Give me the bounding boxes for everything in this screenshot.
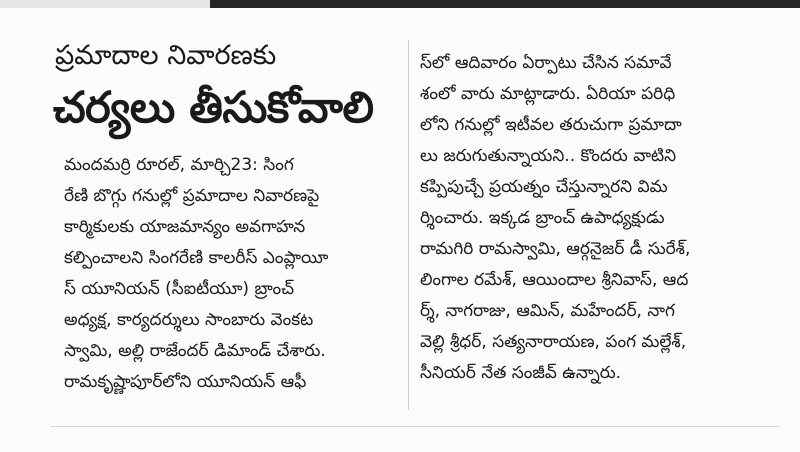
- body-line: లోని గనుల్లో ఇటీవల తరుచుగా ప్రమాదా: [420, 115, 682, 135]
- article-headline: చర్యలు తీసుకోవాలి: [53, 83, 374, 133]
- body-line: రామకృష్ణాపూర్‌లోని యూనియన్ ఆఫీ: [64, 372, 307, 392]
- body-line: మందమర్రి రూరల్, మార్చి23: సింగ: [64, 155, 294, 175]
- body-line: స్ యూనియన్ (సీఐటీయూ) బ్రాంచ్: [64, 279, 295, 299]
- column-divider: [408, 40, 409, 410]
- article-body-left-column: [64, 150, 397, 398]
- body-line: స్‌లో ఆదివారం ఏర్పాటు చేసిన సమావే: [420, 53, 672, 73]
- body-line: కార్మికులకు యాజమాన్యం అవగాహన: [64, 217, 306, 237]
- body-line: కల్పించాలని సింగరేణి కాలరీస్ ఎంప్లాయీ: [64, 248, 329, 268]
- body-line: రేణి బొగ్గు గనుల్లో ప్రమాదాల నివారణపై: [64, 186, 320, 206]
- body-line: లింగాల రమేశ్, ఆయిందాల శ్రీనివాస్, ఆద: [420, 270, 689, 290]
- top-rule-dark: [210, 0, 800, 8]
- article-body-right-column: [420, 48, 778, 389]
- body-line: ర్శించారు. ఇక్కడ బ్రాంచ్ ఉపాధ్యక్షుడు: [420, 208, 665, 228]
- body-line: శంలో వారు మాట్లాడారు. ఏరియా పరిధి: [420, 84, 676, 104]
- body-line: వెల్లి శ్రీధర్, సత్యనారాయణ, పంగ మల్లేశ్,: [420, 332, 687, 352]
- body-line: అధ్యక్ష, కార్యదర్శులు సాంబారు వెంకట: [64, 310, 314, 330]
- body-line: స్వామి, అల్లి రాజేందర్ డిమాండ్ చేశారు.: [64, 341, 326, 361]
- body-line: కప్పిపుచ్చే ప్రయత్నం చేస్తున్నారని విమ: [420, 177, 668, 197]
- body-line: ర్శ్, నాగరాజు, ఆమిన్, మహేందర్, నాగ: [420, 301, 675, 321]
- body-line: సీనియర్ నేత సంజీవ్ ఉన్నారు.: [420, 363, 622, 383]
- body-line: లు జరుగుతున్నాయని.. కొందరు వాటిని: [420, 146, 677, 166]
- body-line: రామగిరి రామస్వామి, ఆర్గనైజర్ డీ సురేశ్,: [420, 239, 691, 259]
- bottom-rule: [50, 426, 780, 427]
- article-kicker: ప్రమాదాల నివారణకు: [55, 40, 277, 71]
- top-rule-light: [0, 0, 210, 8]
